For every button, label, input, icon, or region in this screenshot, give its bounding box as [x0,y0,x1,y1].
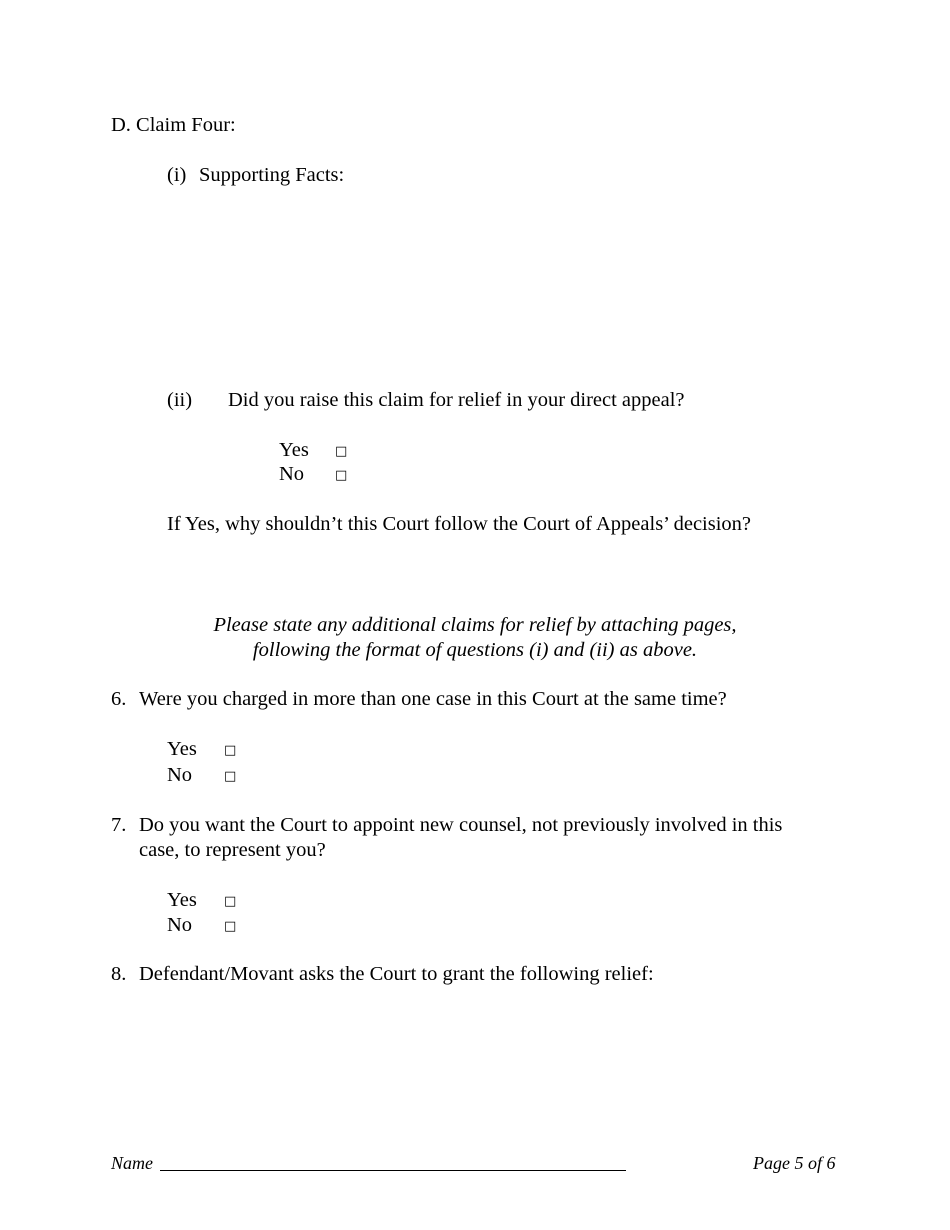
supporting-facts-label: Supporting Facts: [199,164,345,186]
additional-claims-note-line2: following the format of questions (i) and (ii) as above. [252,639,698,661]
claim-four-no-label: No [279,463,305,485]
footer-page-number: Page 5 of 6 [753,1153,836,1173]
supporting-facts-number: (i) [167,164,187,186]
question-7-no-checkbox[interactable]: □ [224,919,237,934]
name-signature-line[interactable] [160,1170,626,1171]
question-6-text: Were you charged in more than one case in this Court at the same time? [139,688,727,710]
additional-claims-note-line1: Please state any additional claims for relief by attaching pages, [213,614,737,636]
question-7-yes-label: Yes [167,889,197,911]
question-8-number: 8. [111,963,127,985]
direct-appeal-number: (ii) [167,389,193,411]
if-yes-question: If Yes, why shouldn’t this Court follow the Court of Appeals’ decision? [167,513,752,535]
claim-four-yes-checkbox[interactable]: □ [335,444,348,459]
claim-four-heading: D. Claim Four: [111,114,236,136]
question-6-no-checkbox[interactable]: □ [224,769,237,784]
question-7-yes-checkbox[interactable]: □ [224,894,237,909]
claim-four-no-checkbox[interactable]: □ [335,468,348,483]
question-6-yes-label: Yes [167,738,197,760]
claim-four-yes-label: Yes [279,439,309,461]
question-7-number: 7. [111,814,127,836]
question-7-no-label: No [167,914,193,936]
question-6-number: 6. [111,688,127,710]
question-6-yes-checkbox[interactable]: □ [224,743,237,758]
footer-name-label: Name [111,1153,153,1173]
direct-appeal-question: Did you raise this claim for relief in your direct appeal? [228,389,685,411]
question-8-text: Defendant/Movant asks the Court to grant the following relief: [139,963,654,985]
question-7-text-line1: Do you want the Court to appoint new counsel, not previously involved in this [139,814,783,836]
question-6-no-label: No [167,764,193,786]
question-7-text-line2: case, to represent you? [139,839,326,861]
